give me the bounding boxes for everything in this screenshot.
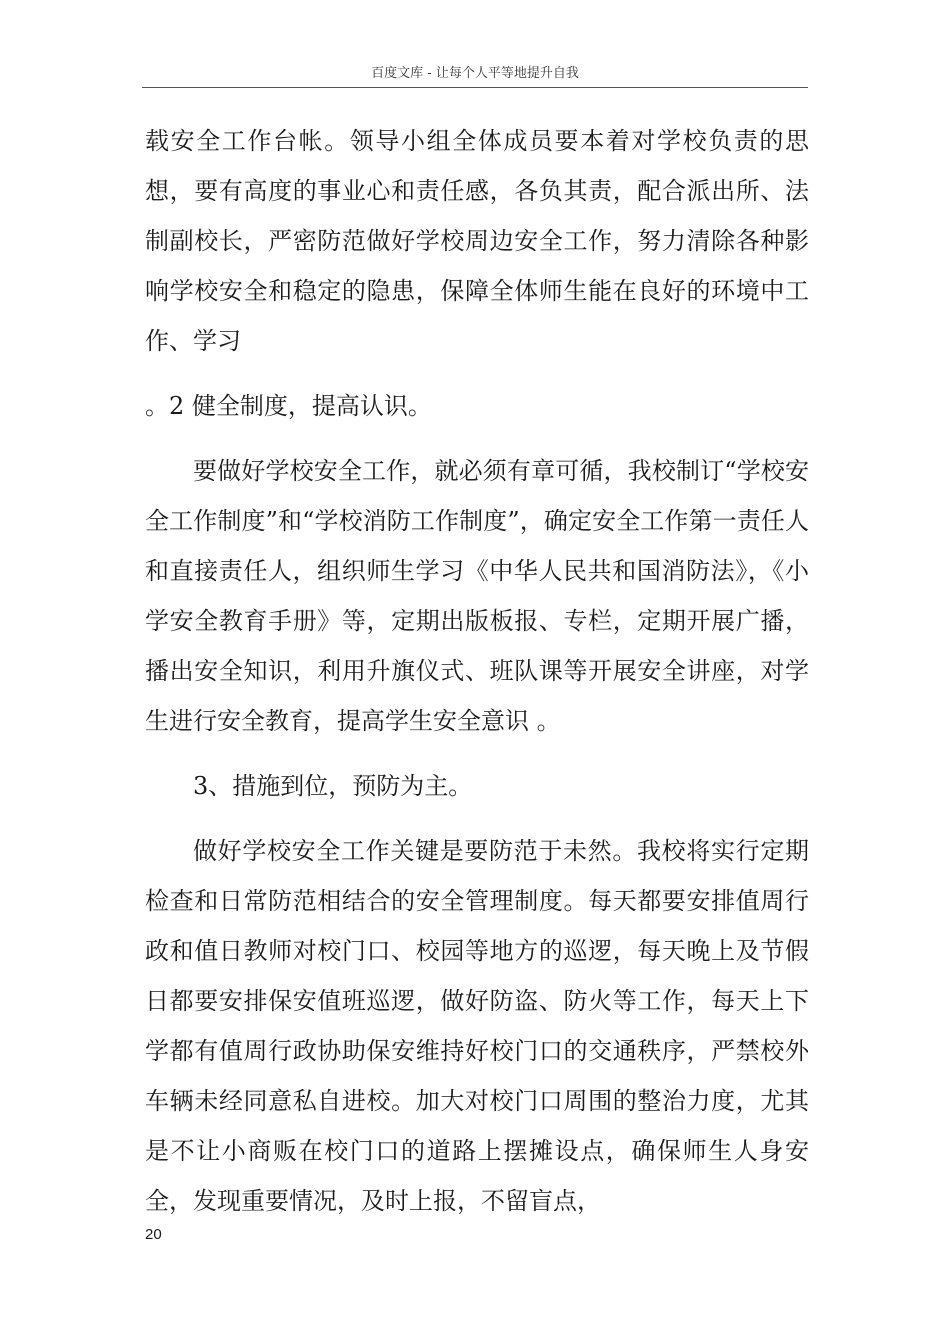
- paragraph-4: 做好学校安全工作关键是要防范于未然。我校将实行定期检查和日常防范相结合的安全管理制度。每天都要安排值周行政和值日教师对校门口、校园等地方的巡逻，每天晚上及节假日都要安排保安值班巡逻，做好防盗、防火等工作，每天上下学都有值周行政协助保安维持好校门口的交通秩序，严禁校外车辆未经同意私自进校。加大对校门口周围的整治力度，尤其是不让小商贩在校门口的道路上摆摊设点，确保师生人身安全，发现重要情况，及时上报，不留盲点，: [145, 837, 809, 1215]
- paragraph-2: 。2 健全制度，提高认识。: [145, 392, 432, 420]
- document-body: [145, 116, 809, 1226]
- paragraph-3: 要做好学校安全工作，就必须有章可循，我校制订“学校安全工作制度”和“学校消防工作制度”，确定安全工作第一责任人和直接责任人，组织师生学习《中华人民共和国消防法》，《小学安全教育手册》等，定期出版板报、专栏，定期开展广播，播出安全知识，利用升旗仪式、班队课等开展安全讲座，对学生进行安全教育，提高学生安全意识 。: [145, 457, 809, 735]
- section-heading-3: 3、措施到位，预防为主。: [193, 772, 473, 800]
- page-number: 20: [145, 1226, 162, 1243]
- page-header: 百度文库 - 让每个人平等地提升自我: [371, 66, 579, 81]
- header-divider: [142, 87, 808, 88]
- paragraph-1: 载安全工作台帐。领导小组全体成员要本着对学校负责的思想，要有高度的事业心和责任感，各负其责，配合派出所、法制副校长，严密防范做好学校周边安全工作，努力清除各种影响学校安全和稳定的隐患，保障全体师生能在良好的环境中工作、学习: [145, 127, 809, 355]
